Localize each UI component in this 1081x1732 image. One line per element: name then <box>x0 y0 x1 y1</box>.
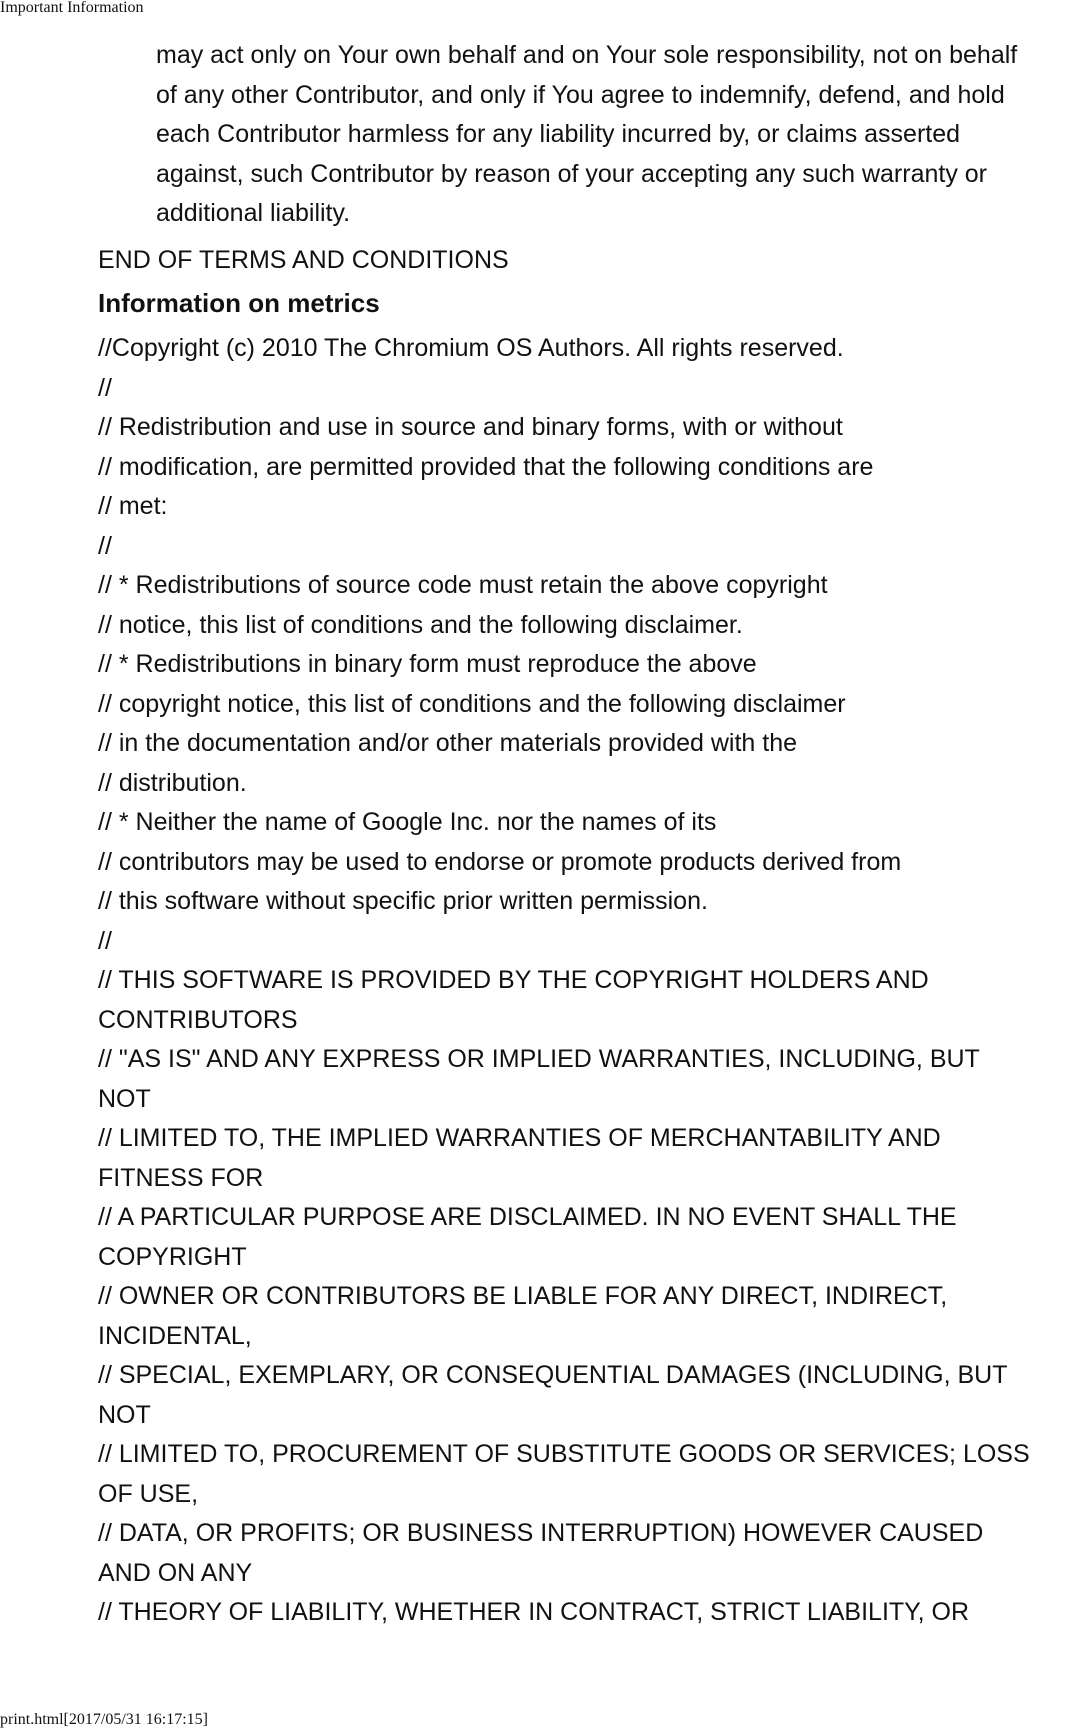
paragraph-line: against, such Contributor by reason of your accepting any such warranty or <box>156 159 987 188</box>
license-line: // LIMITED TO, PROCUREMENT OF SUBSTITUTE GOODS OR SERVICES; LOSS <box>98 1440 1030 1468</box>
license-line: // <box>98 926 112 955</box>
license-line: COPYRIGHT <box>98 1242 247 1271</box>
license-line: // * Redistributions in binary form must reproduce the above <box>98 650 757 678</box>
license-line: FITNESS FOR <box>98 1163 264 1192</box>
paragraph-line: of any other Contributor, and only if You agree to indemnify, defend, and hold <box>156 80 1005 109</box>
license-line: // distribution. <box>98 768 247 797</box>
paragraph-line: may act only on Your own behalf and on Your sole responsibility, not on behalf <box>156 41 1018 69</box>
license-line: // * Redistributions of source code must retain the above copyright <box>98 571 828 599</box>
license-line: // met: <box>98 492 168 520</box>
license-line: // THIS SOFTWARE IS PROVIDED BY THE COPYRIGHT HOLDERS AND <box>98 966 929 994</box>
license-line: // copyright notice, this list of conditions and the following disclaimer <box>98 689 846 718</box>
license-line: // modification, are permitted provided that the following conditions are <box>98 452 874 481</box>
license-line: // <box>98 373 112 402</box>
license-line: // in the documentation and/or other materials provided with the <box>98 729 798 757</box>
page-footer-source: print.html[2017/05/31 16:17:15] <box>0 1711 208 1728</box>
license-line: // OWNER OR CONTRIBUTORS BE LIABLE FOR ANY DIRECT, INDIRECT, <box>98 1282 948 1310</box>
license-line: // Redistribution and use in source and binary forms, with or without <box>98 413 843 441</box>
license-line: // notice, this list of conditions and the following disclaimer. <box>98 610 743 639</box>
license-line: // * Neither the name of Google Inc. nor the names of its <box>98 808 717 836</box>
license-line: // "AS IS" AND ANY EXPRESS OR IMPLIED WARRANTIES, INCLUDING, BUT <box>98 1045 980 1073</box>
indented-paragraph <box>156 36 1081 234</box>
page-header-title: Important Information <box>0 0 144 16</box>
license-line: // THEORY OF LIABILITY, WHETHER IN CONTRACT, STRICT LIABILITY, OR <box>98 1598 970 1626</box>
end-of-terms-label: END OF TERMS AND CONDITIONS <box>98 245 509 274</box>
license-line: // contributors may be used to endorse or promote products derived from <box>98 847 902 876</box>
license-line: CONTRIBUTORS <box>98 1005 298 1034</box>
document-body <box>98 36 1081 1633</box>
license-line: AND ON ANY <box>98 1558 253 1587</box>
license-line: //Copyright (c) 2010 The Chromium OS Authors. All rights reserved. <box>98 334 844 362</box>
license-line: // DATA, OR PROFITS; OR BUSINESS INTERRUPTION) HOWEVER CAUSED <box>98 1519 984 1547</box>
paragraph-line: each Contributor harmless for any liability incurred by, or claims asserted <box>156 120 961 148</box>
license-line: // <box>98 531 112 560</box>
license-line: // SPECIAL, EXEMPLARY, OR CONSEQUENTIAL DAMAGES (INCLUDING, BUT <box>98 1361 1008 1389</box>
license-comment-block <box>98 329 1081 1633</box>
section-heading: Information on metrics <box>98 288 380 318</box>
license-line: NOT <box>98 1084 151 1113</box>
paragraph-line: additional liability. <box>156 199 351 227</box>
license-line: // A PARTICULAR PURPOSE ARE DISCLAIMED. IN NO EVENT SHALL THE <box>98 1203 957 1231</box>
license-line: // this software without specific prior written permission. <box>98 887 708 915</box>
license-line: NOT <box>98 1400 151 1429</box>
license-line: // LIMITED TO, THE IMPLIED WARRANTIES OF MERCHANTABILITY AND <box>98 1124 941 1152</box>
license-line: INCIDENTAL, <box>98 1321 252 1350</box>
license-line: OF USE, <box>98 1479 199 1508</box>
